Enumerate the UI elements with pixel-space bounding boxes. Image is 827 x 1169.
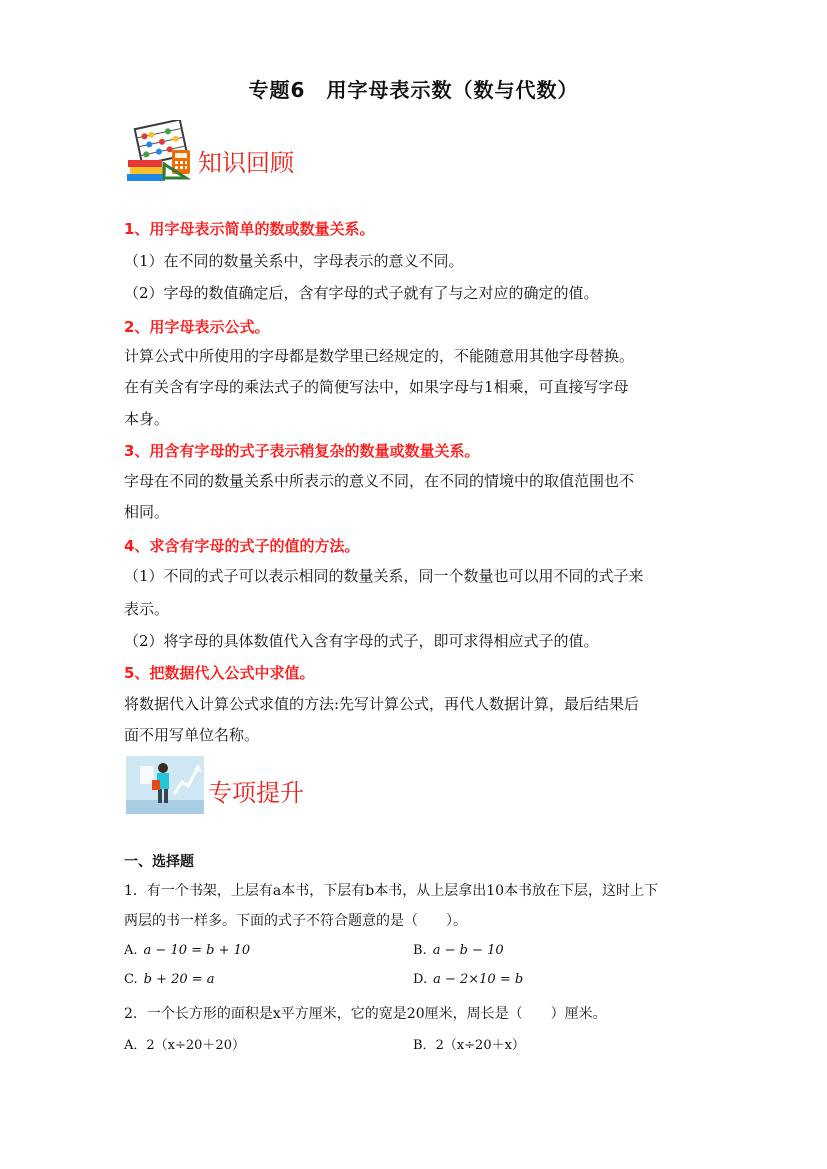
knowledge-text-line: 在有关含有字母的乘法式子的简便写法中，如果字母与1相乘，可直接写字母: [124, 378, 629, 396]
abacus-books-icon: [124, 120, 194, 182]
knowledge-heading: 3、用含有字母的式子表示稍复杂的数量或数量关系。: [124, 442, 480, 460]
knowledge-text-line: 相同。: [124, 503, 170, 521]
knowledge-heading: 2、用字母表示公式。: [124, 318, 270, 336]
knowledge-heading: 4、求含有字母的式子的值的方法。: [124, 537, 360, 555]
option-b: B．2（x÷20＋x）: [413, 1038, 525, 1053]
page-title: 专题6 用字母表示数（数与代数）: [248, 78, 579, 102]
knowledge-review-banner: [124, 120, 294, 182]
knowledge-text-line: 面不用写单位名称。: [124, 726, 260, 744]
knowledge-text-line: （1）在不同的数量关系中，字母表示的意义不同。: [124, 252, 464, 270]
option-b: B. a − b − 10: [413, 943, 504, 958]
knowledge-text-line: （1）不同的式子可以表示相同的数量关系，同一个数量也可以用不同的式子来: [124, 567, 644, 585]
question-1-line-1: 1．有一个书架，上层有a本书，下层有b本书，从上层拿出10本书放在下层，这时上下: [124, 883, 659, 899]
section-title-special-improvement: 专项提升: [208, 779, 304, 807]
knowledge-text-line: 表示。: [124, 600, 170, 618]
question-1-line-2: 两层的书一样多。下面的式子不符合题意的是（ ）。: [124, 913, 467, 929]
knowledge-text-line: （2）将字母的具体数值代入含有字母的式子，即可求得相应式子的值。: [124, 632, 599, 650]
option-a: A．2（x÷20＋20）: [124, 1038, 245, 1053]
knowledge-text-line: 字母在不同的数量关系中所表示的意义不同，在不同的情境中的取值范围也不: [124, 472, 635, 490]
option-a: A. a − 10 = b + 10: [124, 943, 251, 958]
knowledge-text-line: 本身。: [124, 410, 170, 428]
section-title-knowledge-review: 知识回顾: [198, 149, 294, 177]
knowledge-heading: 5、把数据代入公式中求值。: [124, 664, 315, 682]
option-c: C. b + 20 = a: [124, 972, 215, 987]
special-improvement-banner: [126, 756, 304, 814]
option-d: D. a − 2×10 = b: [413, 972, 524, 987]
knowledge-heading: 1、用字母表示简单的数或数量关系。: [124, 220, 375, 238]
knowledge-text-line: （2）字母的数值确定后，含有字母的式子就有了与之对应的确定的值。: [124, 284, 599, 302]
person-growth-chart-icon: [126, 756, 204, 814]
knowledge-text-line: 将数据代入计算公式求值的方法:先写计算公式，再代人数据计算，最后结果后: [124, 695, 640, 713]
question-2-line-1: 2．一个长方形的面积是x平方厘米，它的宽是20厘米，周长是（ ）厘米。: [124, 1006, 607, 1022]
section-heading-multiple-choice: 一、选择题: [124, 854, 194, 870]
knowledge-text-line: 计算公式中所使用的字母都是数学里已经规定的，不能随意用其他字母替换。: [124, 347, 635, 365]
